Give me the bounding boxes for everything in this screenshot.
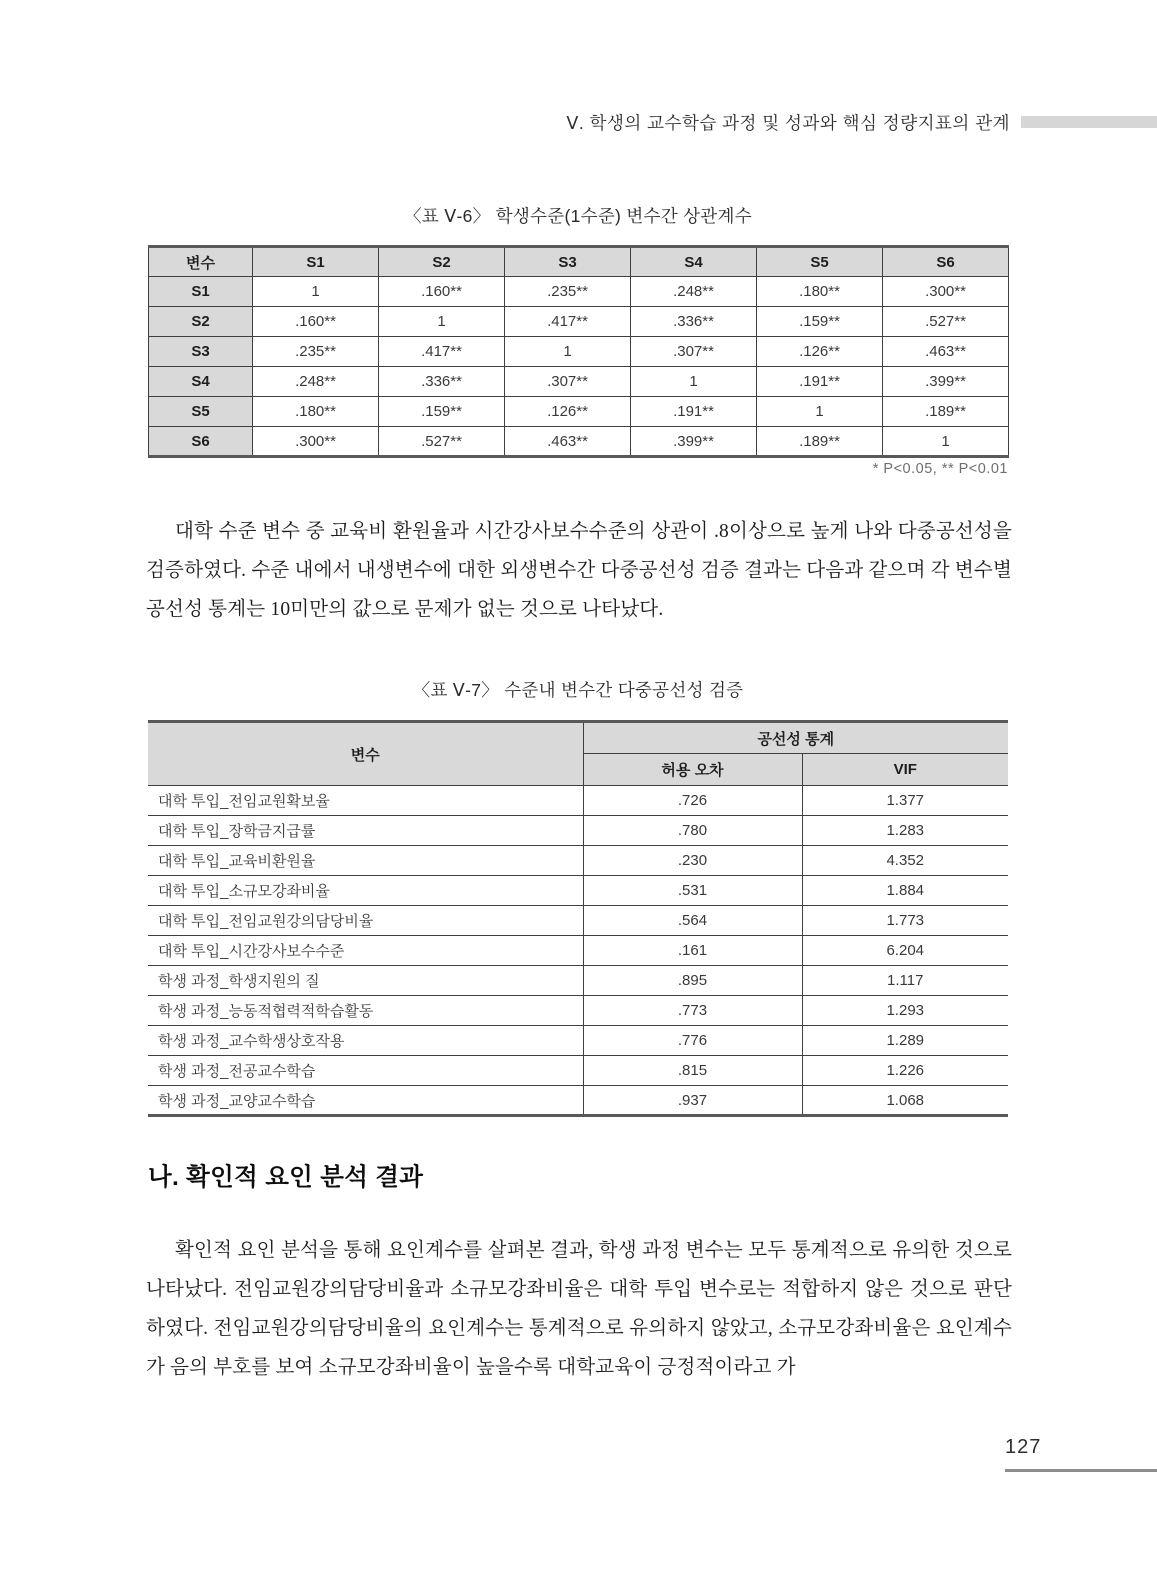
- column-header: S3: [505, 247, 631, 277]
- tolerance-value: .230: [583, 846, 802, 876]
- correlation-value: 1: [631, 367, 757, 397]
- table-row: [148, 876, 1008, 906]
- correlation-value: .191**: [757, 367, 883, 397]
- variable-name: 대학 투입_전임교원강의담당비율: [148, 906, 583, 936]
- table-row: [149, 337, 1009, 367]
- table-header-row: [148, 722, 1008, 754]
- paragraph-cfa-results: 확인적 요인 분석을 통해 요인계수를 살펴본 결과, 학생 과정 변수는 모두 통계적으로 유의한 것으로 나타났다. 전임교원강의담당비율과 소규모강좌비율은 대학 투입 변수로는 적합하지 않은 것으로 판단하였다. 전임교원강의담당비율의 요인계수는 통계적으로 유의하지 않았고, 소규모강좌비율은 요인계수가 음의 부호를 보여 소규모강좌비율이 높을수록 대학교육이 긍정적이라고 가: [146, 1240, 1012, 1378]
- correlation-value: 1: [505, 337, 631, 367]
- vif-value: 1.226: [802, 1056, 1008, 1086]
- table-row: [148, 786, 1008, 816]
- running-head: [0, 110, 1157, 140]
- vif-column-header: VIF: [802, 754, 1008, 786]
- vif-value: 1.283: [802, 816, 1008, 846]
- correlation-value: .159**: [379, 397, 505, 427]
- column-header: 변수: [149, 247, 253, 277]
- correlation-value: .463**: [883, 337, 1009, 367]
- table-v7-caption: 〈표 Ⅴ-7〉 수준내 변수간 다중공선성 검증: [412, 680, 744, 700]
- correlation-value: .180**: [757, 277, 883, 307]
- tolerance-value: .937: [583, 1086, 802, 1116]
- variable-name: 학생 과정_능동적협력적학습활동: [148, 996, 583, 1026]
- correlation-value: .336**: [379, 367, 505, 397]
- correlation-value: .527**: [379, 427, 505, 457]
- tolerance-value: .773: [583, 996, 802, 1026]
- correlation-value: .159**: [757, 307, 883, 337]
- footer-rule: [1005, 1469, 1157, 1472]
- page-header-title: Ⅴ. 학생의 교수학습 과정 및 성과와 핵심 정량지표의 관계: [566, 113, 1010, 133]
- correlation-value: .399**: [631, 427, 757, 457]
- row-header: S5: [149, 397, 253, 427]
- correlation-value: 1: [253, 277, 379, 307]
- column-header: S1: [253, 247, 379, 277]
- correlation-value: .300**: [883, 277, 1009, 307]
- vif-value: 1.773: [802, 906, 1008, 936]
- correlation-value: .189**: [883, 397, 1009, 427]
- correlation-value: .300**: [253, 427, 379, 457]
- section-heading: 나. 확인적 요인 분석 결과: [148, 1164, 424, 1191]
- correlation-value: .248**: [631, 277, 757, 307]
- table-row: [148, 1086, 1008, 1116]
- correlation-value: .248**: [253, 367, 379, 397]
- column-header: S5: [757, 247, 883, 277]
- column-header: S6: [883, 247, 1009, 277]
- variable-name: 대학 투입_소규모강좌비율: [148, 876, 583, 906]
- vif-value: 6.204: [802, 936, 1008, 966]
- vif-value: 1.117: [802, 966, 1008, 996]
- table-v6-footnote: * P<0.05, ** P<0.01: [872, 461, 1008, 477]
- header-accent-bar: [1021, 116, 1157, 128]
- collinearity-table: [148, 720, 1008, 1117]
- table-row: [149, 277, 1009, 307]
- variable-name: 대학 투입_전임교원확보율: [148, 786, 583, 816]
- variable-name: 학생 과정_교양교수학습: [148, 1086, 583, 1116]
- vif-value: 4.352: [802, 846, 1008, 876]
- correlation-value: .399**: [883, 367, 1009, 397]
- row-header: S4: [149, 367, 253, 397]
- correlation-value: .160**: [253, 307, 379, 337]
- column-header: S2: [379, 247, 505, 277]
- paragraph-multicollinearity: 대학 수준 변수 중 교육비 환원율과 시간강사보수수준의 상관이 .8이상으로 높게 나와 다중공선성을 검증하였다. 수준 내에서 내생변수에 대한 외생변수간 다중공선성 검증 결과는 다음과 같으며 각 변수별 공선성 통계는 10미만의 값으로 문제가 없는 것으로 나타났다.: [146, 521, 1012, 620]
- table-row: [149, 367, 1009, 397]
- tolerance-column-header: 허용 오차: [583, 754, 802, 786]
- table-row: [149, 397, 1009, 427]
- variable-name: 대학 투입_장학금지급률: [148, 816, 583, 846]
- table-header-row: [149, 247, 1009, 277]
- table-row: [148, 846, 1008, 876]
- table-row: [148, 936, 1008, 966]
- table-row: [148, 1056, 1008, 1086]
- table-row: [148, 996, 1008, 1026]
- row-header: S6: [149, 427, 253, 457]
- vif-value: 1.377: [802, 786, 1008, 816]
- correlation-value: 1: [757, 397, 883, 427]
- correlation-table: [148, 245, 1009, 458]
- column-header: S4: [631, 247, 757, 277]
- correlation-value: .180**: [253, 397, 379, 427]
- correlation-value: .417**: [379, 337, 505, 367]
- correlation-value: .235**: [253, 337, 379, 367]
- table-row: [148, 816, 1008, 846]
- row-header: S2: [149, 307, 253, 337]
- table-row: [148, 906, 1008, 936]
- vif-value: 1.068: [802, 1086, 1008, 1116]
- tolerance-value: .815: [583, 1056, 802, 1086]
- vif-value: 1.293: [802, 996, 1008, 1026]
- table-row: [149, 427, 1009, 457]
- correlation-value: .126**: [505, 397, 631, 427]
- tolerance-value: .531: [583, 876, 802, 906]
- vif-value: 1.289: [802, 1026, 1008, 1056]
- tolerance-value: .161: [583, 936, 802, 966]
- variable-name: 학생 과정_교수학생상호작용: [148, 1026, 583, 1056]
- table-row: [148, 966, 1008, 996]
- tolerance-value: .780: [583, 816, 802, 846]
- correlation-value: .189**: [757, 427, 883, 457]
- tolerance-value: .564: [583, 906, 802, 936]
- tolerance-value: .895: [583, 966, 802, 996]
- table-row: [148, 1026, 1008, 1056]
- collinearity-group-header: 공선성 통계: [583, 722, 1008, 754]
- variable-name: 학생 과정_학생지원의 질: [148, 966, 583, 996]
- variable-name: 학생 과정_전공교수학습: [148, 1056, 583, 1086]
- variable-column-header: 변수: [148, 722, 583, 786]
- correlation-value: .527**: [883, 307, 1009, 337]
- row-header: S3: [149, 337, 253, 367]
- correlation-value: .160**: [379, 277, 505, 307]
- tolerance-value: .726: [583, 786, 802, 816]
- correlation-value: .463**: [505, 427, 631, 457]
- correlation-value: 1: [379, 307, 505, 337]
- correlation-value: .307**: [631, 337, 757, 367]
- vif-value: 1.884: [802, 876, 1008, 906]
- correlation-value: .191**: [631, 397, 757, 427]
- variable-name: 대학 투입_시간강사보수수준: [148, 936, 583, 966]
- correlation-value: .417**: [505, 307, 631, 337]
- correlation-value: .307**: [505, 367, 631, 397]
- variable-name: 대학 투입_교육비환원율: [148, 846, 583, 876]
- row-header: S1: [149, 277, 253, 307]
- tolerance-value: .776: [583, 1026, 802, 1056]
- correlation-value: .235**: [505, 277, 631, 307]
- table-row: [149, 307, 1009, 337]
- correlation-value: .336**: [631, 307, 757, 337]
- table-v6-caption: 〈표 Ⅴ-6〉 학생수준(1수준) 변수간 상관계수: [404, 206, 752, 226]
- correlation-value: 1: [883, 427, 1009, 457]
- correlation-value: .126**: [757, 337, 883, 367]
- page-number: 127: [1005, 1436, 1042, 1458]
